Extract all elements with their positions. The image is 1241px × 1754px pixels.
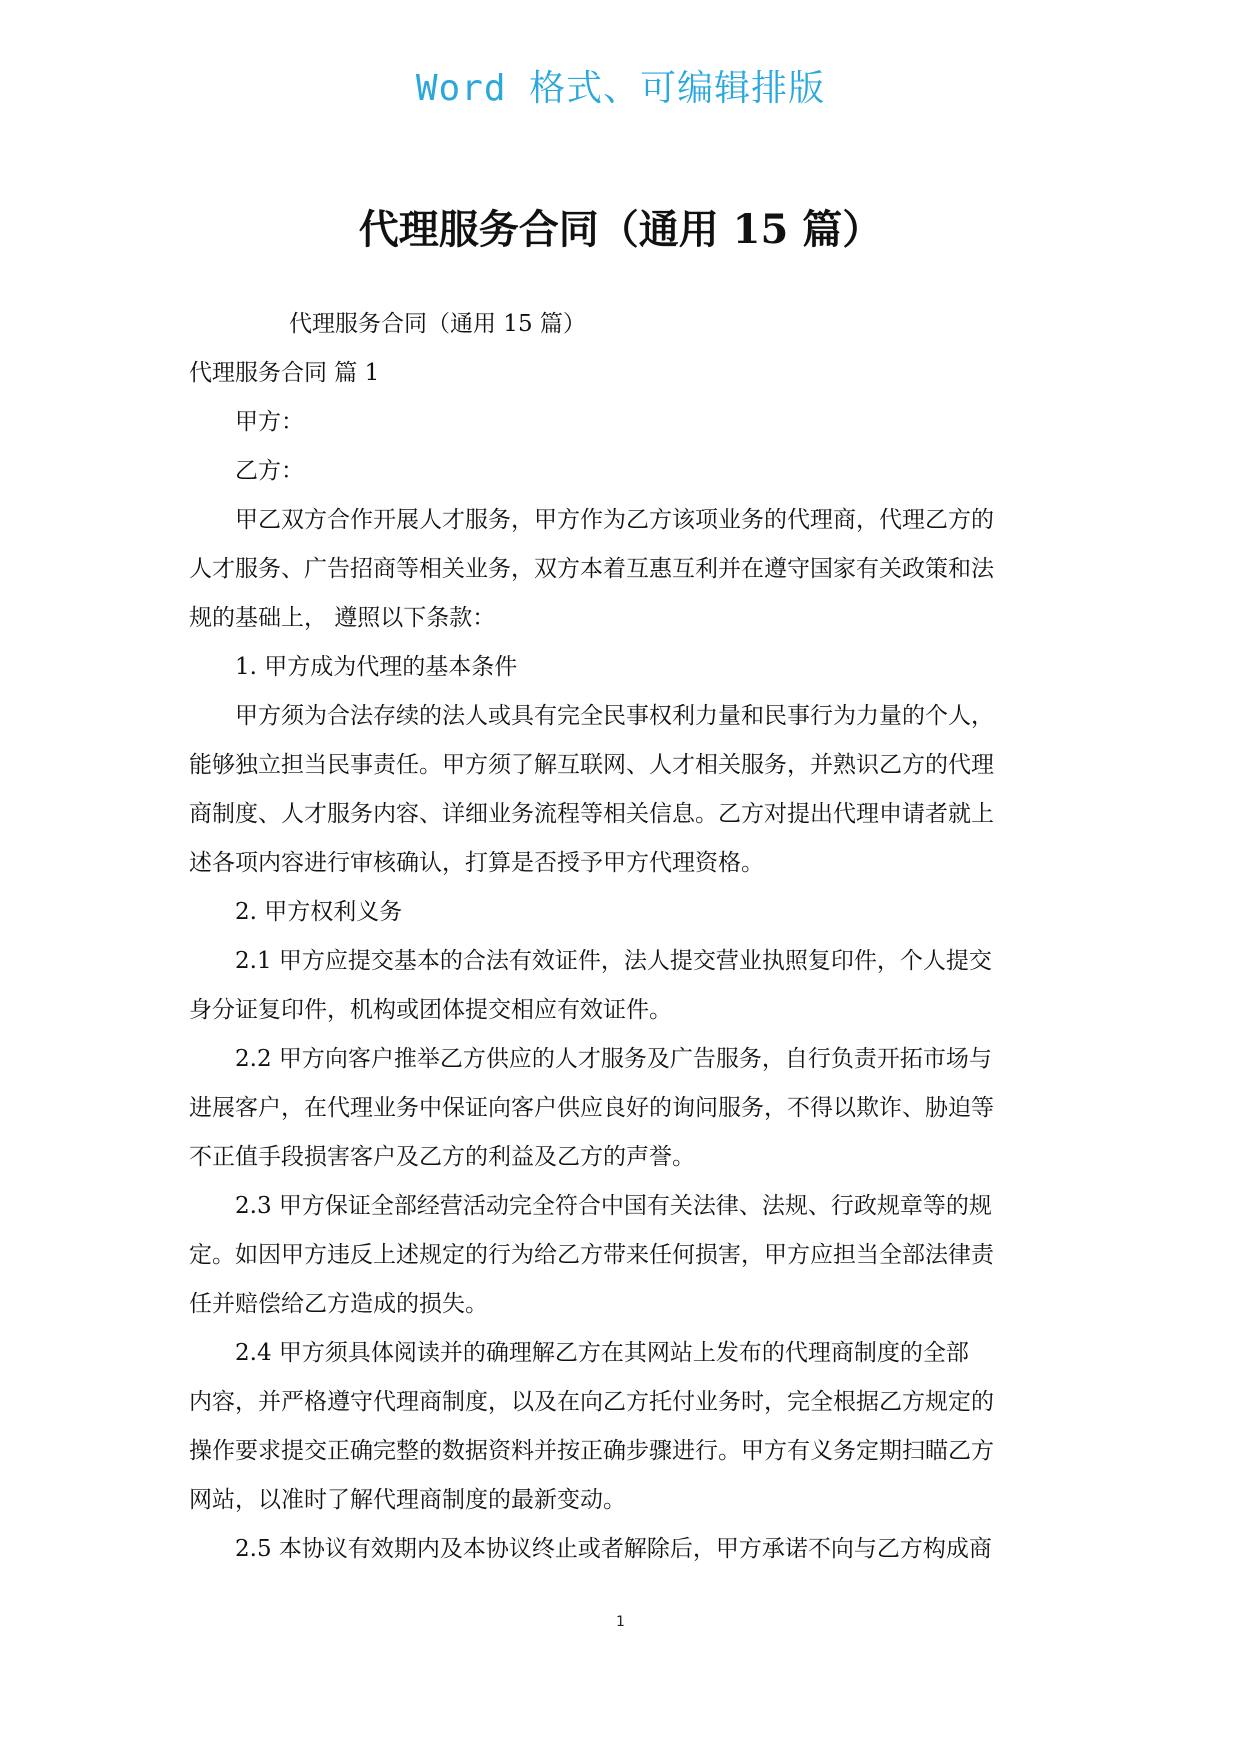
clause-2-5-paragraph [189, 1525, 1059, 1574]
paragraph-line: 2.2 甲方向客户推举乙方供应的人才服务及广告服务，自行负责开拓市场与 [235, 1046, 992, 1072]
paragraph-line: 规的基础上， 遵照以下条款： [189, 605, 496, 631]
paragraph-line: 2.5 本协议有效期内及本协议终止或者解除后，甲方承诺不向与乙方构成商 [235, 1536, 992, 1562]
paragraph-line: 操作要求提交正确完整的数据资料并按正确步骤进行。甲方有义务定期扫瞄乙方 [189, 1438, 994, 1464]
document-title: 代理服务合同（通用 15 篇） [358, 206, 883, 253]
clause-2-3-paragraph [189, 1182, 1059, 1329]
paragraph-line: 2.4 甲方须具体阅读并的确理解乙方在其网站上发布的代理商制度的全部 [235, 1340, 969, 1366]
paragraph-line: 定。如因甲方违反上述规定的行为给乙方带来任何损害，甲方应担当全部法律责 [189, 1242, 994, 1268]
document-body [189, 300, 1059, 1574]
party-a-label: 甲方： [235, 409, 304, 435]
party-b-label: 乙方： [235, 458, 304, 484]
paragraph-line: 进展客户，在代理业务中保证向客户供应良好的询问服务，不得以欺诈、胁迫等 [189, 1095, 994, 1121]
clause-2-1-paragraph [189, 937, 1059, 1035]
clause-1-paragraph [189, 692, 1059, 888]
paragraph-line: 任并赔偿给乙方造成的损失。 [189, 1291, 488, 1317]
page-number: 1 [616, 1614, 625, 1630]
clause-2-2-paragraph [189, 1035, 1059, 1182]
paragraph-line: 甲方须为合法存续的法人或具有完全民事权利力量和民事行为力量的个人， [235, 703, 994, 729]
clause-2-4-paragraph [189, 1329, 1059, 1525]
paragraph-line: 人才服务、广告招商等相关业务，双方本着互惠互利并在遵守国家有关政策和法 [189, 556, 994, 582]
clause-heading: 1. 甲方成为代理的基本条件 [235, 654, 518, 680]
paragraph-line: 述各项内容进行审核确认，打算是否授予甲方代理资格。 [189, 850, 764, 876]
paragraph-line: 2.1 甲方应提交基本的合法有效证件，法人提交营业执照复印件，个人提交 [235, 948, 992, 974]
paragraph-line: 商制度、人才服务内容、详细业务流程等相关信息。乙方对提出代理申请者就上 [189, 801, 994, 827]
paragraph-line: 身分证复印件，机构或团体提交相应有效证件。 [189, 997, 672, 1023]
intro-paragraph [189, 496, 1059, 643]
section-heading: 代理服务合同 篇 1 [189, 360, 380, 386]
clause-heading: 2. 甲方权利义务 [235, 899, 403, 925]
paragraph-line: 2.3 甲方保证全部经营活动完全符合中国有关法律、法规、行政规章等的规 [235, 1193, 992, 1219]
paragraph-line: 不正值手段损害客户及乙方的利益及乙方的声誉。 [189, 1144, 695, 1170]
paragraph-line: 网站，以准时了解代理商制度的最新变动。 [189, 1487, 626, 1513]
paragraph-line: 能够独立担当民事责任。甲方须了解互联网、人才相关服务，并熟识乙方的代理 [189, 752, 994, 778]
subtitle: 代理服务合同（通用 15 篇） [289, 311, 586, 337]
format-banner: Word 格式、可编辑排版 [415, 68, 826, 109]
paragraph-line: 甲乙双方合作开展人才服务，甲方作为乙方该项业务的代理商，代理乙方的 [235, 507, 994, 533]
paragraph-line: 内容，并严格遵守代理商制度，以及在向乙方托付业务时，完全根据乙方规定的 [189, 1389, 994, 1415]
